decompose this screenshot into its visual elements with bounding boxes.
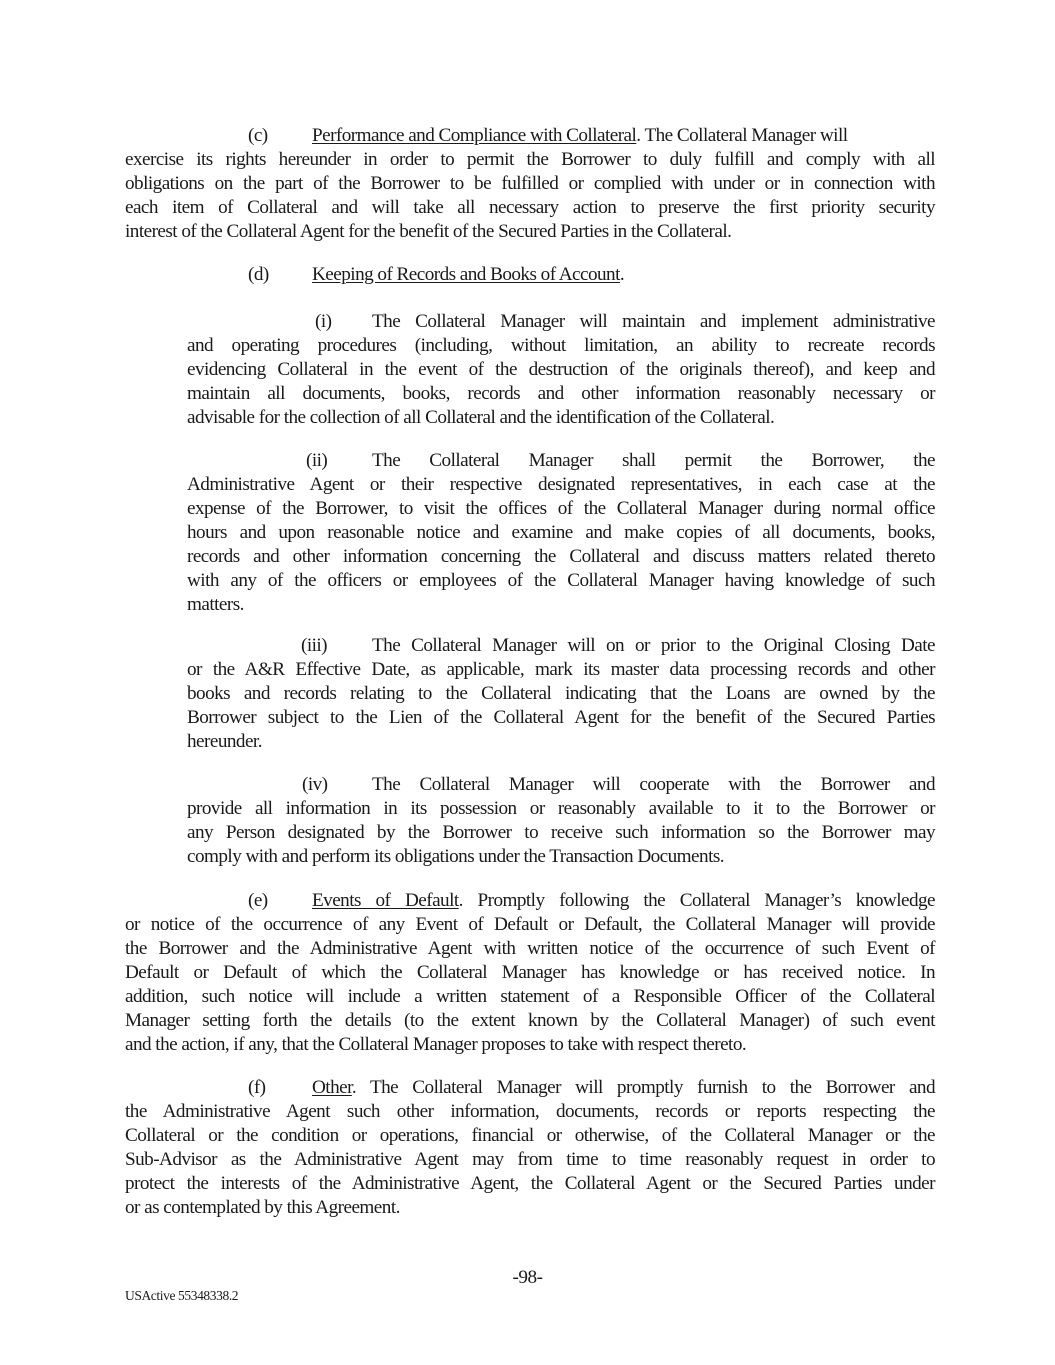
text-line: the Borrower and the Administrative Agent with written notice of the occurrence of such Event of	[125, 938, 935, 959]
subsection-iii: (iii) The Collateral Manager will on or prior to the Original Closing Date or the A&R Effective Date, as applicable, mark its master data processing records and other books and records relating to the Collateral indicating that the Loans are owned by the Borrower subject to the Lien of the Collateral Agent for the benefit of the Secured Parties hereunder.	[187, 635, 935, 752]
subsection-marker: (ii)	[306, 450, 328, 471]
text-line: hereunder.	[187, 731, 262, 752]
section-marker: (c)	[248, 125, 268, 146]
text-line: Manager setting forth the details (to the extent known by the Collateral Manager) of such event	[125, 1010, 935, 1031]
page-number: -98-	[512, 1267, 543, 1288]
text-line: addition, such notice will include a written statement of a Responsible Officer of the Collateral	[125, 986, 935, 1007]
section-marker: (e)	[248, 890, 268, 911]
text-line: expense of the Borrower, to visit the offices of the Collateral Manager during normal office	[187, 498, 935, 519]
section-heading: Other	[312, 1077, 352, 1098]
section-f: (f) Other. The Collateral Manager will promptly furnish to the Borrower and the Administrative Agent such other information, documents, records or reports respecting the Collateral or the condition or operations, financial or otherwise, of the Collateral Manager or the Sub-Advisor as the Administrative Agent may from time to time reasonably request in order to protect the interests of the Administrative Agent, the Collateral Agent or the Secured Parties under or as contemplated by this Agreement.	[125, 1077, 935, 1218]
text-line: Default or Default of which the Collateral Manager has knowledge or has received notice. In	[125, 962, 935, 983]
text-line: each item of Collateral and will take all necessary action to preserve the first priority security	[125, 197, 935, 218]
subsection-i: (i) The Collateral Manager will maintain and implement administrative and operating procedures (including, without limitation, an ability to recreate records evidencing Collateral in the event of the destruction of the originals thereof), and keep and maintain all documents, books, records and other information reasonably necessary or advisable for the collection of all Collateral and the identification of the Collateral.	[187, 311, 935, 428]
text-line: maintain all documents, books, records and other information reasonably necessary or	[187, 383, 935, 404]
text-line: Borrower subject to the Lien of the Collateral Agent for the benefit of the Secured Parties	[187, 707, 935, 728]
text-line: and the action, if any, that the Collateral Manager proposes to take with respect thereto.	[125, 1034, 747, 1055]
text-line: hours and upon reasonable notice and examine and make copies of all documents, books,	[187, 522, 935, 543]
text-line: protect the interests of the Administrative Agent, the Collateral Agent or the Secured Parties under	[125, 1173, 935, 1194]
text-line: evidencing Collateral in the event of the destruction of the originals thereof), and keep and	[187, 359, 935, 380]
section-marker: (d)	[248, 264, 269, 285]
text-line: obligations on the part of the Borrower to be fulfilled or complied with under or in connection with	[125, 173, 935, 194]
text-line: exercise its rights hereunder in order to permit the Borrower to duly fulfill and comply with all	[125, 149, 935, 170]
text-line: books and records relating to the Collateral indicating that the Loans are owned by the	[187, 683, 935, 704]
text-line: any Person designated by the Borrower to receive such information so the Borrower may	[187, 822, 935, 843]
text-line: Collateral or the condition or operations, financial or otherwise, of the Collateral Manager or the	[125, 1125, 935, 1146]
text-line: Administrative Agent or their respective designated representatives, in each case at the	[187, 474, 935, 495]
section-c: (c) Performance and Compliance with Collateral. The Collateral Manager will exercise its rights hereunder in order to permit the Borrower to duly fulfill and comply with all obligations on the part of the Borrower to be fulfilled or complied with under or in connection with each item of Collateral and will take all necessary action to preserve the first priority security interest of the Collateral Agent for the benefit of the Secured Parties in the Collateral.	[125, 125, 935, 242]
text-line: comply with and perform its obligations under the Transaction Documents.	[187, 846, 725, 867]
text-line: with any of the officers or employees of the Collateral Manager having knowledge of such	[187, 570, 935, 591]
subsection-iv: (iv) The Collateral Manager will cooperate with the Borrower and provide all information in its possession or reasonably available to it to the Borrower or any Person designated by the Borrower to receive such information so the Borrower may comply with and perform its obligations under the Transaction Documents.	[187, 774, 935, 867]
text-line: Sub-Advisor as the Administrative Agent may from time to time reasonably request in order to	[125, 1149, 935, 1170]
section-d: (d) Keeping of Records and Books of Account.	[248, 264, 625, 285]
subsection-marker: (iv)	[302, 774, 328, 795]
document-id: USActive 55348338.2	[125, 1288, 239, 1303]
text-line: provide all information in its possession or reasonably available to it to the Borrower or	[187, 798, 935, 819]
text-line: interest of the Collateral Agent for the benefit of the Secured Parties in the Collateral.	[125, 221, 732, 242]
text-line: or the A&R Effective Date, as applicable, mark its master data processing records and other	[187, 659, 935, 680]
subsection-marker: (i)	[315, 311, 332, 332]
section-heading: Keeping of Records and Books of Account	[312, 264, 620, 285]
text-line: the Administrative Agent such other information, documents, records or reports respecting the	[125, 1101, 935, 1122]
section-marker: (f)	[248, 1077, 266, 1098]
text-line: or as contemplated by this Agreement.	[125, 1197, 400, 1218]
subsection-marker: (iii)	[301, 635, 328, 656]
text-line: records and other information concerning the Collateral and discuss matters related thereto	[187, 546, 935, 567]
text-line: and operating procedures (including, without limitation, an ability to recreate records	[187, 335, 935, 356]
text-line: matters.	[187, 594, 244, 615]
section-heading: Events of Default	[312, 890, 459, 911]
text-line: or notice of the occurrence of any Event of Default or Default, the Collateral Manager will provide	[125, 914, 935, 935]
subsection-ii: (ii) The Collateral Manager shall permit the Borrower, the Administrative Agent or their respective designated representatives, in each case at the expense of the Borrower, to visit the offices of the Collateral Manager during normal office hours and upon reasonable notice and examine and make copies of all documents, books, records and other information concerning the Collateral and discuss matters related thereto with any of the officers or employees of the Collateral Manager having knowledge of such matters.	[187, 450, 935, 615]
section-heading: Performance and Compliance with Collateral	[312, 125, 637, 146]
text-line: advisable for the collection of all Collateral and the identification of the Collateral.	[187, 407, 775, 428]
section-e: (e) Events of Default. Promptly following the Collateral Manager’s knowledge or notice of the occurrence of any Event of Default or Default, the Collateral Manager will provide the Borrower and the Administrative Agent with written notice of the occurrence of such Event of Default or Default of which the Collateral Manager has knowledge or has received notice. In addition, such notice will include a written statement of a Responsible Officer of the Collateral Manager setting forth the details (to the extent known by the Collateral Manager) of such event and the action, if any, that the Collateral Manager proposes to take with respect thereto.	[125, 890, 935, 1055]
